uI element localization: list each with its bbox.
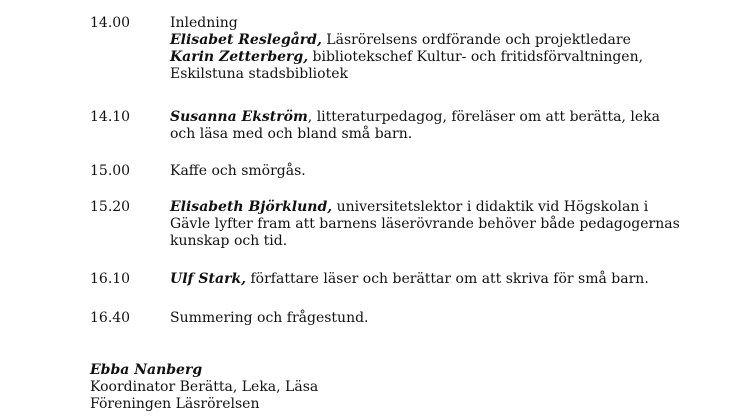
speaker-role: universitetslektor i didaktik vid Högskolan i bbox=[332, 199, 649, 215]
agenda-description bbox=[170, 310, 660, 327]
description-line: och läsa med och bland små barn. bbox=[170, 126, 413, 142]
agenda-time: 14.00 bbox=[90, 15, 131, 31]
agenda-description bbox=[170, 163, 660, 180]
description-line bbox=[170, 109, 660, 126]
speaker-name: Karin Zetterberg, bbox=[170, 49, 309, 65]
description-line: Summering och frågestund. bbox=[170, 310, 369, 326]
speaker-role: , litteraturpedagog, föreläser om att berätta, leka bbox=[307, 109, 660, 125]
speaker-name: Susanna Ekström bbox=[170, 109, 308, 125]
signature-name: Ebba Nanberg bbox=[90, 362, 203, 378]
agenda-time: 15.20 bbox=[90, 199, 131, 215]
agenda-description bbox=[170, 15, 660, 83]
speaker-name: Ulf Stark, bbox=[170, 271, 247, 287]
speaker-role-continued: Eskilstuna stadsbibliotek bbox=[170, 66, 348, 82]
agenda-title: Inledning bbox=[170, 15, 238, 31]
agenda-time: 16.10 bbox=[90, 271, 131, 287]
description-line bbox=[170, 271, 660, 288]
speaker-role: författare läser och berättar om att skriva för små barn. bbox=[246, 271, 649, 287]
signature-title: Koordinator Berätta, Leka, Läsa bbox=[90, 379, 319, 395]
speaker-name: Elisabet Reslegård, bbox=[170, 32, 322, 48]
speaker-role: bibliotekschef Kultur- och fritidsförvaltningen, bbox=[308, 49, 644, 65]
speaker-role: Läsrörelsens ordförande och projektledare bbox=[321, 32, 631, 48]
description-line bbox=[170, 199, 660, 216]
speaker-name: Elisabeth Björklund, bbox=[170, 199, 333, 215]
signature-organization: Föreningen Läsrörelsen bbox=[90, 396, 260, 412]
agenda-time: 14.10 bbox=[90, 109, 131, 125]
agenda-time: 16.40 bbox=[90, 310, 131, 326]
agenda-description bbox=[170, 199, 680, 250]
description-line: Gävle lyfter fram att barnens läserövrande behöver både pedagogernas bbox=[170, 216, 680, 232]
agenda-time: 15.00 bbox=[90, 163, 131, 179]
speaker-line bbox=[170, 32, 660, 49]
signature-block bbox=[90, 362, 490, 413]
description-line: Kaffe och smörgås. bbox=[170, 163, 306, 179]
agenda-description bbox=[170, 109, 660, 143]
agenda-description bbox=[170, 271, 660, 288]
description-line: kunskap och tid. bbox=[170, 233, 288, 249]
speaker-line bbox=[170, 49, 660, 66]
